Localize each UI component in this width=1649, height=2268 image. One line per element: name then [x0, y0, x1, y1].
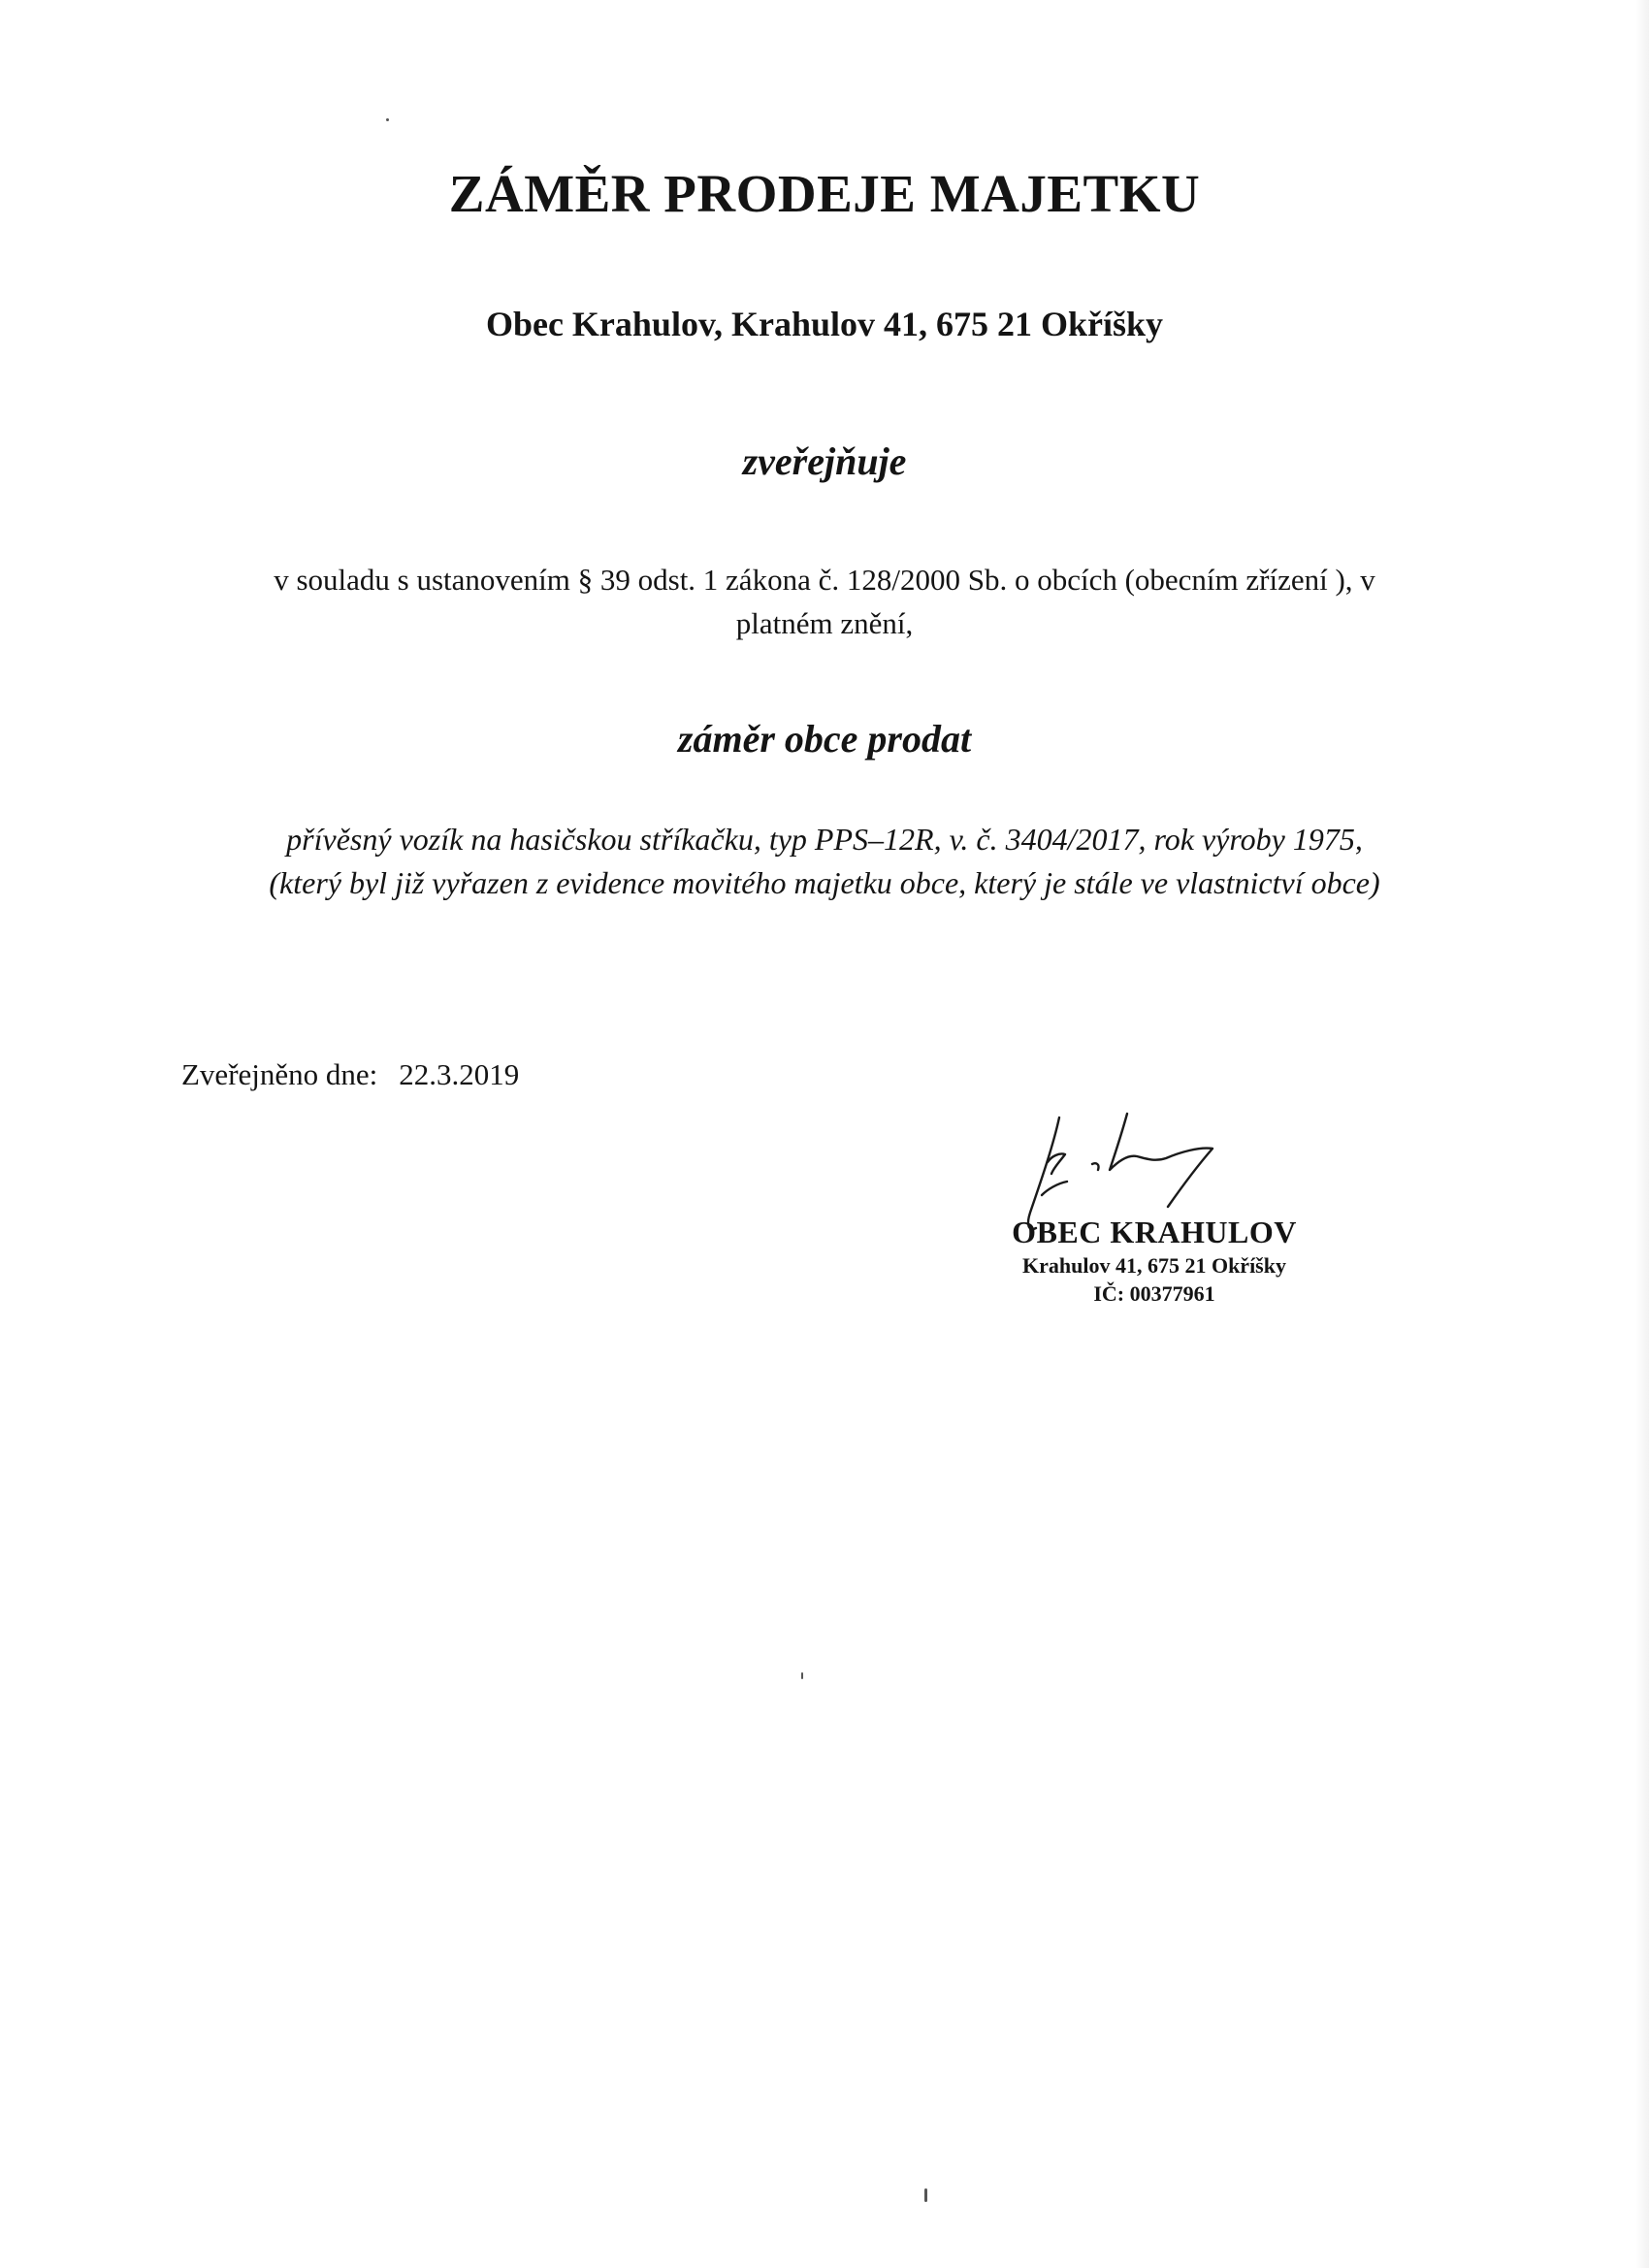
scan-speck	[386, 118, 389, 121]
scan-speck	[801, 1672, 803, 1679]
stamp-name: OBEC KRAHULOV	[1012, 1215, 1297, 1249]
published-date-label: Zveřejněno dne:	[181, 1057, 378, 1091]
legal-basis-line-1: v souladu s ustanovením § 39 odst. 1 zákona č. 128/2000 Sb. o obcích (obecním zřízení ), v	[274, 563, 1375, 597]
municipal-stamp	[980, 1213, 1329, 1308]
item-description	[0, 818, 1649, 905]
legal-basis-line-2: platném znění,	[735, 606, 914, 640]
stamp-ic: IČ: 00377961	[1093, 1281, 1215, 1306]
published-date-line	[181, 1057, 519, 1092]
item-description-line-2: (který byl již vyřazen z evidence movitého majetku obce, který je stále ve vlastnictví obce)	[269, 865, 1380, 900]
publishes-heading: zveřejňuje	[742, 439, 907, 483]
scan-speck	[924, 2188, 927, 2202]
municipality-address: Obec Krahulov, Krahulov 41, 675 21 Okříšky	[485, 305, 1164, 343]
intent-heading: záměr obce prodat	[677, 717, 972, 761]
item-description-line-1: přívěsný vozík na hasičskou stříkačku, typ PPS–12R, v. č. 3404/2017, rok výroby 1975,	[286, 822, 1363, 857]
document-title: ZÁMĚR PRODEJE MAJETKU	[448, 164, 1201, 223]
legal-basis-paragraph	[0, 558, 1649, 645]
published-date-value: 22.3.2019	[399, 1057, 520, 1091]
stamp-address: Krahulov 41, 675 21 Okříšky	[1022, 1253, 1286, 1278]
